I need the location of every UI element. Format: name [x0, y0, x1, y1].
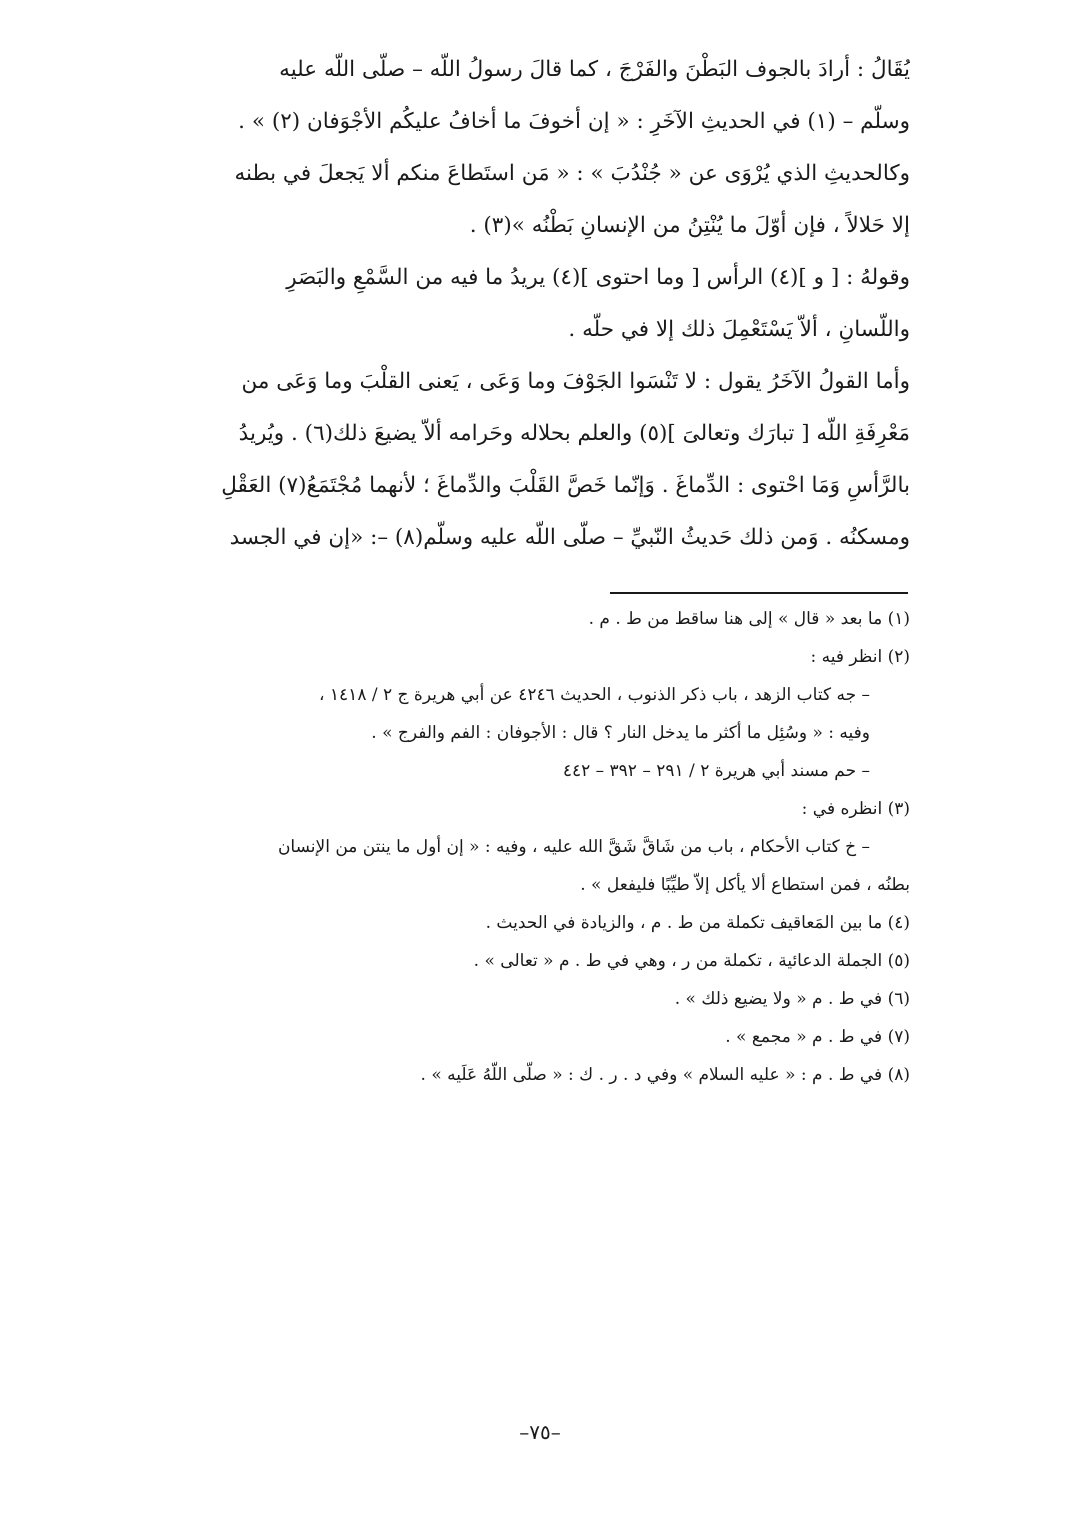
footnote-line: بطنُه ، فمن استطاع ألا يأكل إلاّ طيِّبًا فليفعل » . — [580, 875, 910, 895]
body-line: يُقَالُ : أرادَ بالجوف البَطْنَ والفَرْجَ ، كما قالَ رسولُ اللّه – صلّى اللّه عليه — [279, 57, 910, 82]
body-line: وكالحديثِ الذي يُرْوَى عن « جُنْدُبَ » : « مَن استَطاعَ منكم ألا يَجعلَ في بطنه — [234, 161, 910, 186]
body-line: ومسكنُه . وَمن ذلك حَديثُ النّبيِّ – صلّى اللّه عليه وسلّم(٨) –: «إن في الجسد — [229, 525, 910, 550]
body-line: إلا حَلالاً ، فإن أوّلَ ما يُنْتِنُ من الإنسانِ بَطْنُه »(٣) . — [469, 213, 910, 238]
footnote-line: – خ كتاب الأحكام ، باب من شَاقَّ شَقَّ الله عليه ، وفيه : « إن أول ما ينتن من الإنسان — [277, 837, 870, 857]
footnote-separator — [610, 592, 908, 594]
footnote-line: (٨) في ط . م : « عليه السلام » وفي د . ر . ك : « صلّى اللّهُ عَلَيه » . — [420, 1065, 910, 1085]
footnote-line: وفيه : « وسُئِل ما أكثر ما يدخل النار ؟ قال : الأجوفان : الفم والفرج » . — [371, 723, 870, 743]
footnote-line: (٥) الجملة الدعائية ، تكملة من ر ، وهي في ط . م « تعالى » . — [473, 951, 910, 971]
main-text — [130, 44, 910, 564]
footnote-line: (٤) ما بين المَعاقيف تكملة من ط . م ، والزيادة في الحديث . — [485, 913, 910, 933]
footnote-line: (١) ما بعد « قال » إلى هنا ساقط من ط . م . — [588, 609, 910, 629]
footnote-line: (٧) في ط . م « مجمع » . — [725, 1027, 910, 1047]
body-line: بالرَّأسِ وَمَا احْتوى : الدِّماغَ . وَإنّما خَصَّ القَلْبَ والدِّماغَ ؛ لأنهما مُجْتَمَعُ(٧) العَقْلِ — [221, 473, 910, 498]
footnote-line: (٦) في ط . م « ولا يضيع ذلك » . — [674, 989, 910, 1009]
footnotes — [130, 600, 910, 1094]
footnote-line: – جه كتاب الزهد ، باب ذكر الذنوب ، الحديث ٤٢٤٦ عن أبي هريرة ج ٢ / ١٤١٨ ، — [319, 685, 870, 705]
body-line: مَعْرِفَةِ اللّه [ تبارَك وتعالىَ ](٥) والعلم بحلاله وحَرامه ألاّ يضيعَ ذلك(٦) . ويُريدُ — [238, 421, 910, 446]
page-number: –٧٥– — [519, 1420, 561, 1444]
body-line: واللّسانِ ، ألاّ يَسْتَعْمِلَ ذلك إلا في حلّه . — [568, 317, 910, 342]
body-line: وأما القولُ الآخَرُ يقول : لا تَنْسَوا الجَوْفَ وما وَعَى ، يَعنى القلْبَ وما وَعَى من — [241, 369, 910, 394]
footnote-line: – حم مسند أبي هريرة ٢ / ٢٩١ – ٣٩٢ – ٤٤٢ — [562, 761, 870, 781]
footnote-line: (٣) انظره في : — [801, 799, 910, 819]
body-line: وسلّم – (١) في الحديثِ الآخَرِ : « إن أخوفَ ما أخافُ عليكُم الأجْوَفان (٢) » . — [238, 109, 910, 134]
footnote-line: (٢) انظر فيه : — [810, 647, 910, 667]
body-line: وقولهُ : [ و ](٤) الرأس [ وما احتوى ](٤) يريدُ ما فيه من السَّمْعِ والبَصَرِ — [286, 265, 910, 290]
